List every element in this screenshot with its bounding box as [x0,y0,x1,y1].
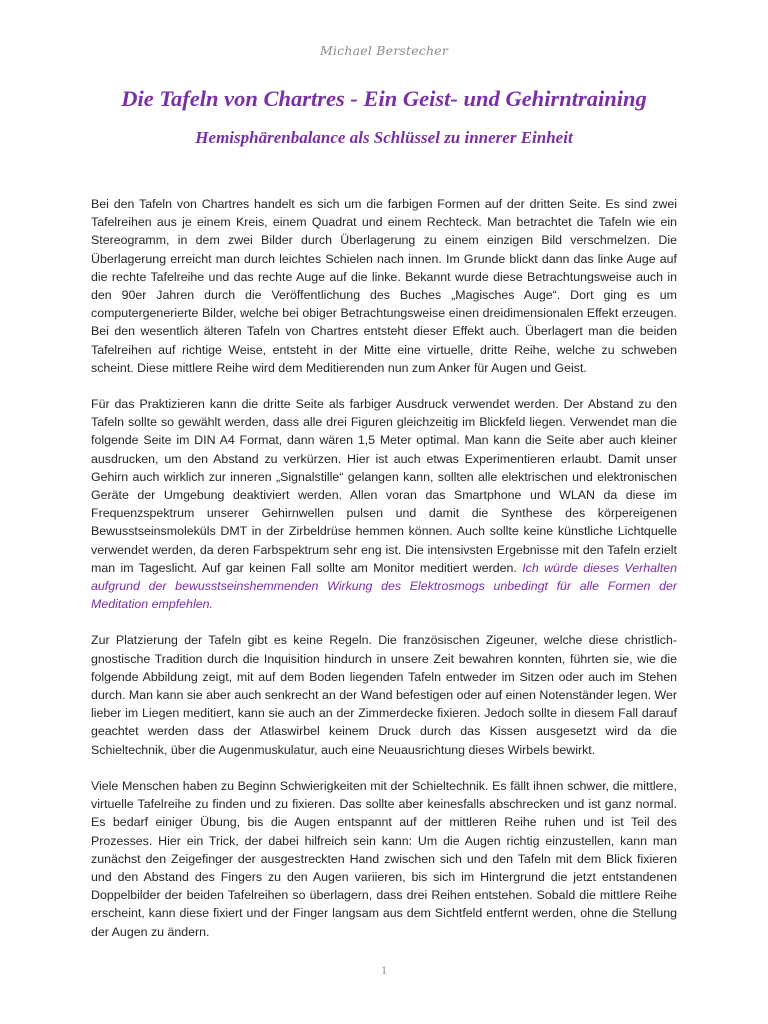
emphasis-note: Ich würde dieses Verhalten aufgrund der bewusstseinshemmenden Wirkung des Elektrosmogs unbedingt für alle Formen der Meditation empfehlen. [91,560,677,612]
paragraph-2-text: Für das Praktizieren kann die dritte Seite als farbiger Ausdruck verwendet werden. Der Abstand zu den Tafeln sollte so gewählt werden, dass alle drei Figuren gleichzeitig im Blickfeld liegen. Verwendet man die folgende Seite im DIN A4 Format, dann wären 1,5 Meter optimal. Man kann die Seite aber auch kleiner ausdrucken, um den Abstand zu verkürzen. Hier ist auch etwas Experimentieren erlaubt. Damit unser Gehirn auch wirklich zur inneren „Signalstille“ gelangen kann, sollten alle elektrischen und elektronischen Geräte der Umgebung deaktiviert werden. Allen voran das Smartphone und WLAN da diese im Frequenzspektrum unserer Gehirnwellen pulsen und damit die Synthese des körpereigenen Bewusstseinsmoleküls DMT in der Zirbeldrüse hemmen können. Auch sollte keine künstliche Lichtquelle verwendet werden, da deren Farbspektrum sehr eng ist. Die intensivsten Ergebnisse mit den Tafeln erzielt man im Tageslicht. Auf gar keinen Fall sollte am Monitor meditiert werden. [91,397,677,575]
body-text [91,195,677,959]
paragraph-4: Viele Menschen haben zu Beginn Schwierigkeiten mit der Schieltechnik. Es fällt ihnen schwer, die mittlere, virtuelle Tafelreihe zu finden und zu fixieren. Das sollte aber keinesfalls abschrecken und ist ganz normal. Es bedarf einiger Übung, bis die Augen entspannt auf der mittleren Reihe ruhen und ist Teil des Prozesses. Hier ein Trick, der dabei hilfreich sein kann: Um die Augen richtig einzustellen, kann man zunächst den Zeigefinger der ausgestreckten Hand zwischen sich und den Tafeln mit dem Blick fixieren und den Abstand des Fingers zu den Augen variieren, bis sich im Hintergrund die jetzt entstandenen Doppelbilder der beiden Tafelreihen so überlagern, dass drei Reihen entstehen. Sobald die mittlere Reihe erscheint, kann diese fixiert und der Finger langsam aus dem Sichtfeld entfernt werden, ohne die Stellung der Augen zu ändern. [91,778,677,939]
paragraph-1: Bei den Tafeln von Chartres handelt es sich um die farbigen Formen auf der dritten Seite. Es sind zwei Tafelreihen aus je einem Kreis, einem Quadrat und einem Rechteck. Man betrachtet die Tafeln wie ein Stereogramm, in dem zwei Bilder durch Überlagerung zu einem einzigen Bild verschmelzen. Die Überlagerung erreicht man durch leichtes Schielen nach innen. Im Grunde blickt dann das linke Auge auf die rechte Tafelreihe und das rechte Auge auf die linke. Bekannt wurde diese Betrachtungsweise auch in den 90er Jahren durch die Veröffentlichung des Buches „Magisches Auge“. Dort ging es um computergenerierte Bilder, welche bei obiger Betrachtungsweise einen dreidimensionalen Effekt erzeugen. Bei den wesentlich älteren Tafeln von Chartres entsteht dieser Effekt auch. Überlagert man die beiden Tafelreihen auf richtige Weise, entsteht in der Mitte eine virtuelle, dritte Reihe, welche zu schweben scheint. Diese mittlere Reihe wird dem Meditierenden nun zum Anker für Augen und Geist. [91,197,677,375]
paragraph-2 [91,395,677,613]
paragraph-3: Zur Platzierung der Tafeln gibt es keine Regeln. Die französischen Zigeuner, welche diese christlich-gnostische Tradition durch die Inquisition hindurch in unsere Zeit bewahren konnten, führten sie, wie die folgende Abbildung zeigt, mit auf dem Boden liegenden Tafeln entweder im Sitzen oder auch im Stehen durch. Man kann sie aber auch senkrecht an der Wand befestigen oder auf einen Notenständer legen. Wer lieber im Liegen meditiert, kann sie auch an der Zimmerdecke fixieren. Jedoch sollte in diesem Fall darauf geachtet werden dass der Atlaswirbel keinem Druck durch das Kissen ausgesetzt wird da die Schieltechnik, über die Augenmuskulatur, auch eine Neuausrichtung dieses Wirbels bewirkt. [91,633,677,757]
document-subtitle: Hemisphärenbalance als Schlüssel zu innerer Einheit [195,128,573,147]
page-number: 1 [381,963,387,977]
author-name: Michael Berstecher [319,43,449,58]
document-title: Die Tafeln von Chartres - Ein Geist- und Gehirntraining [121,86,647,111]
